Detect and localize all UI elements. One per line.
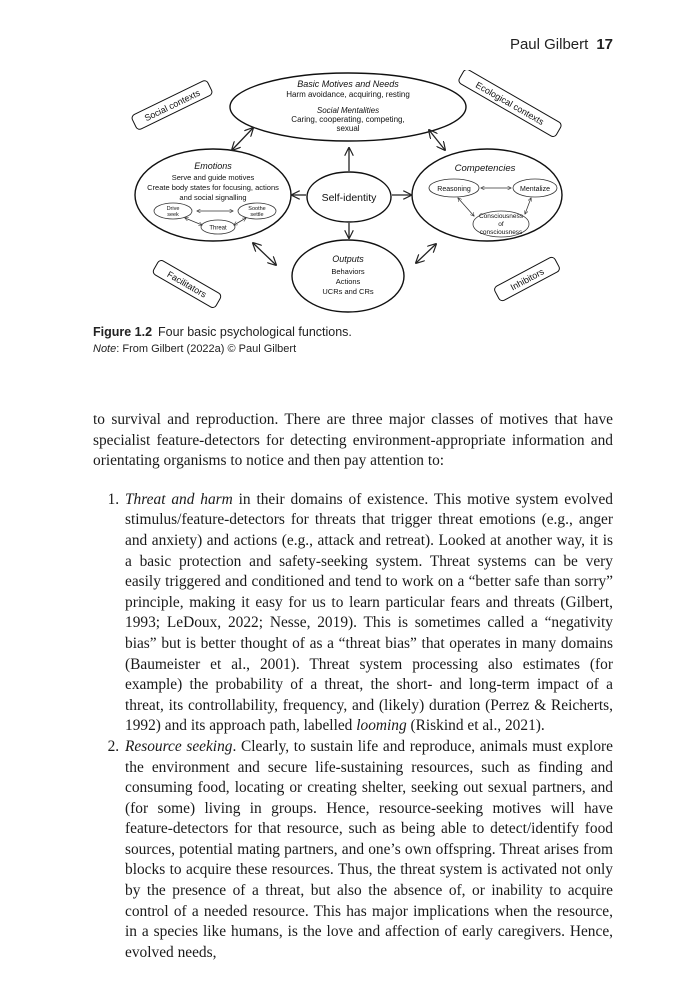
emotions-title: Emotions <box>194 161 232 171</box>
ecological-contexts-box <box>458 70 563 138</box>
mentalities-line: Caring, cooperating, competing, <box>291 115 405 124</box>
emotions-outputs-arrow <box>253 243 276 265</box>
reasoning-label: Reasoning <box>437 186 471 193</box>
emotions-line: Serve and guide motives <box>171 173 255 182</box>
figure-label: Figure 1.2 <box>93 325 153 339</box>
list-item <box>123 490 613 737</box>
consciousness-label: Consciousness <box>478 213 524 220</box>
running-header-author: Paul Gilbert <box>509 36 589 53</box>
outputs-line: UCRs and CRs <box>322 287 374 296</box>
figure-diagram <box>125 70 575 320</box>
competencies-title: Competencies <box>454 163 516 174</box>
inhibitors-label: Inhibitors <box>508 266 546 293</box>
list-item-term: Threat and harm <box>125 490 233 508</box>
facilitators-label: Facilitators <box>165 269 209 300</box>
consciousness-label: of <box>498 221 504 228</box>
note-text: : From Gilbert (2022a) © Paul Gilbert <box>116 343 297 355</box>
figure-caption-text: Four basic psychological functions. <box>158 325 352 339</box>
intro-paragraph: to survival and reproduction. There are three major classes of motives that have specialist feature-detectors for detecting environment-appropriate information and orientating organisms to notice and then pay attention to: <box>93 411 613 470</box>
outputs-title: Outputs <box>332 254 364 264</box>
mentalities-title: Social Mentalities <box>316 106 380 115</box>
list-item <box>123 737 613 964</box>
motive-list <box>93 490 613 964</box>
competencies-outputs-arrow <box>416 244 436 263</box>
social-contexts-box <box>131 79 214 130</box>
seek-label: seek <box>167 212 179 218</box>
consciousness-label: consciousness <box>479 229 523 236</box>
emotions-line: Create body states for focusing, actions <box>147 183 279 192</box>
motives-competencies-arrow <box>429 130 445 150</box>
note-label: Note <box>93 343 117 355</box>
list-item-text: . Clearly, to sustain life and reproduce, animals must explore the environment and secure life-sustaining resources, such as finding and consuming food, locating or creating shelter, seeking out sexual partners, and (for some) living in groups. Hence, resource-seeking motives will have feature-detectors for that resource, such as being able to detect/identify food sources, potential mating partners, and one’s own offspring. Threat arises from blocks to acquire these resources. Thus, the threat system is activated not only by the presence of a threat, but also the absence of, or inability to acquire control of a needed resource. This has major implications when the resource, in a species like humans, is the love and affection of early caregivers. Hence, evolved needs, <box>125 737 613 961</box>
social-contexts-label: Social contexts <box>142 87 202 124</box>
mentalities-line: sexual <box>336 124 360 133</box>
threat-label: Threat <box>209 225 227 232</box>
motives-line: Harm avoidance, acquiring, resting <box>286 90 410 99</box>
soothe-label: Soothe <box>248 206 266 212</box>
list-item-term: looming <box>356 717 407 735</box>
page-number: 17 <box>596 36 613 53</box>
drive-label: Drive <box>166 206 180 212</box>
motives-title: Basic Motives and Needs <box>297 79 399 89</box>
outputs-line: Behaviors <box>331 267 365 276</box>
motives-emotions-arrow <box>232 128 253 150</box>
mentalize-label: Mentalize <box>520 186 550 193</box>
self-identity-label: Self-identity <box>321 192 377 204</box>
settle-label: settle <box>250 212 264 218</box>
figure-note <box>93 341 352 358</box>
figure-caption <box>93 324 352 358</box>
outputs-ellipse <box>292 240 404 312</box>
list-item-text: in their domains of existence. This motive system evolved stimulus/feature-detectors for threats that trigger threat emotions (e.g., anger and anxiety) and actions (e.g., attack and retreat). Looked at another way, it is a basic protection and safety-seeking system. Threat systems can be very easily triggered and conditioned and tend to work on a “better safe than sorry” principle, making it easy for us to learn particular fears and threats (Gilbert, 1993; LeDoux, 2022; Nesse, 2019). This is sometimes called a “negativity bias” but is better thought of as a “threat bias” that operates in many domains (Baumeister et al., 2001). Threat system processing also estimates (for example) the probability of a threat, the short- and long-term impact of a threat, its controllability, frequency, and (likely) duration (Perrez & Reicherts, 1992) and its approach path, labelled <box>125 490 613 735</box>
body-text <box>93 410 613 963</box>
list-item-term: Resource seeking <box>125 737 233 755</box>
running-header <box>510 36 613 53</box>
facilitators-box <box>152 259 222 309</box>
outputs-line: Actions <box>335 277 361 286</box>
ecological-contexts-label: Ecological contexts <box>473 79 546 128</box>
inhibitors-box <box>493 256 561 302</box>
list-item-text: (Riskind et al., 2021). <box>406 717 545 735</box>
emotions-line: and social signalling <box>179 193 247 202</box>
